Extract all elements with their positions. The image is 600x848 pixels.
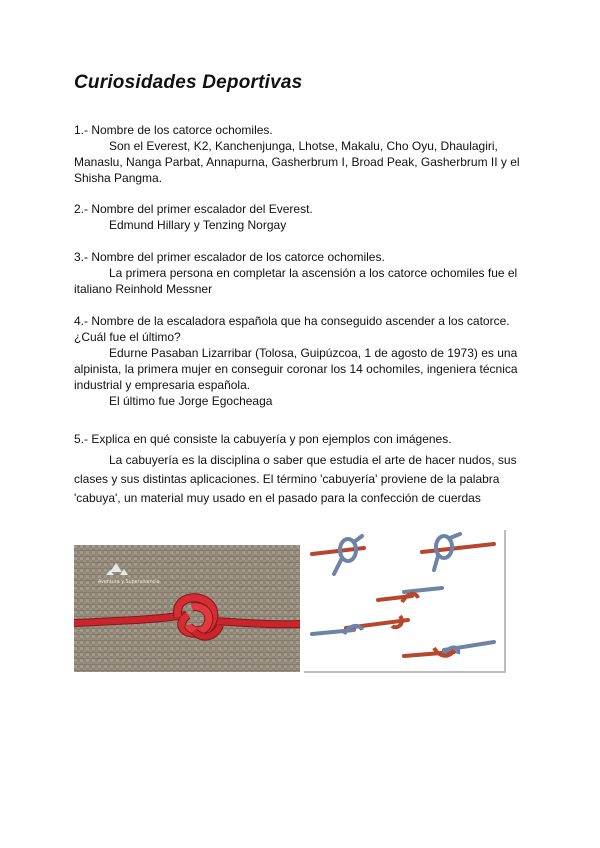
answer-4-line-2: alpinista, la primera mujer en conseguir coronar los 14 ochomiles, ingeniera técnica [74, 362, 518, 376]
answer-4-line-3: industrial y empresaria española. [74, 378, 251, 392]
question-1: 1.- Nombre de los catorce ochomiles. [74, 123, 273, 137]
answer-5-line-2: clases y sus distintas aplicaciones. El término 'cabuyería' proviene de la palabra [74, 472, 500, 486]
knot-steps-illustration [304, 530, 506, 673]
question-3: 3.- Nombre del primer escalador de los catorce ochomiles. [74, 250, 385, 264]
answer-1-line-2: Manaslu, Nanga Parbat, Annapurna, Gasherbrum I, Broad Peak, Gasherbrum II y el [74, 155, 520, 169]
answer-3-line-1: La primera persona en completar la ascensión a los catorce ochomiles fue el [109, 266, 518, 280]
knot-steps-icon [304, 530, 504, 671]
question-5: 5.- Explica en qué consiste la cabuyería y pon ejemplos con imágenes. [74, 432, 452, 446]
answer-2: Edmund Hillary y Tenzing Norgay [109, 218, 287, 232]
answer-4-last: El último fue Jorge Egocheaga [109, 394, 273, 408]
knot-photo [74, 545, 300, 672]
question-4-line-2: ¿Cuál fue el último? [74, 330, 181, 344]
answer-4-line-1: Edurne Pasaban Lizarribar (Tolosa, Guipúzcoa, 1 de agosto de 1973) es una [109, 346, 518, 360]
question-2: 2.- Nombre del primer escalador del Everest. [74, 202, 313, 216]
answer-1-line-3: Shisha Pangma. [74, 171, 163, 185]
answer-5-line-3: 'cabuya', un material muy usado en el pasado para la confección de cuerdas [74, 491, 481, 505]
answer-3-line-2: italiano Reinhold Messner [74, 282, 213, 296]
knot-photo-red-rope-icon [74, 545, 300, 672]
answer-5-line-1: La cabuyería es la disciplina o saber que estudia el arte de hacer nudos, sus [109, 453, 517, 467]
page-title: Curiosidades Deportivas [74, 72, 303, 93]
watermark-text: Aventura y Supervivencia [98, 580, 160, 585]
question-4-line-1: 4.- Nombre de la escaladora española que ha conseguido ascender a los catorce. [74, 314, 510, 328]
answer-1-line-1: Son el Everest, K2, Kanchenjunga, Lhotse, Makalu, Cho Oyu, Dhaulagiri, [109, 139, 498, 153]
